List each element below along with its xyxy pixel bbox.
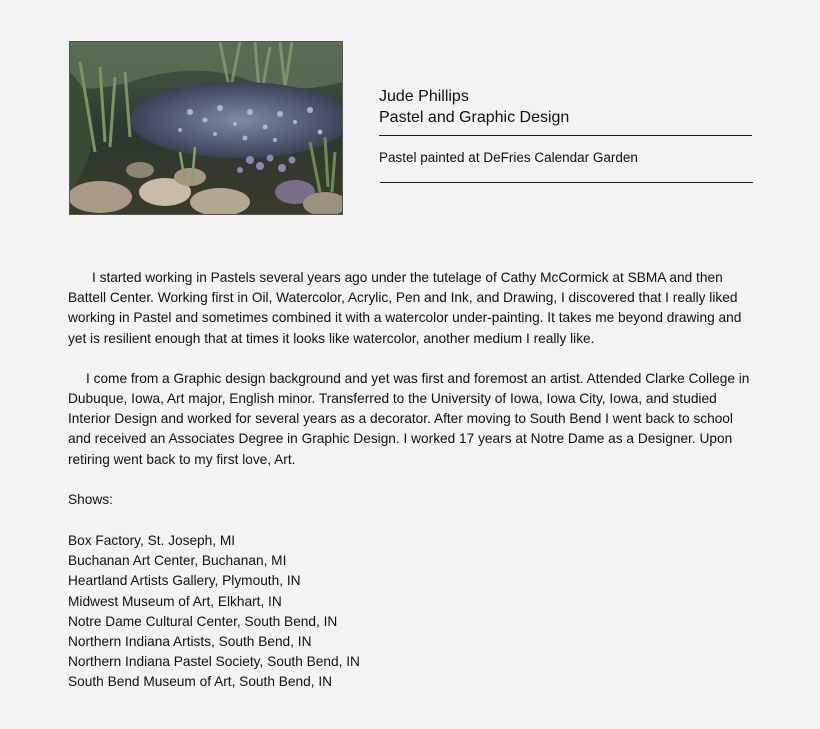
shows-heading: Shows: <box>68 491 113 507</box>
painting-caption: Pastel painted at DeFries Calendar Garden <box>379 150 638 165</box>
artist-name: Jude Phillips <box>379 88 469 105</box>
artist-bio <box>68 268 758 693</box>
list-item: Northern Indiana Artists, South Bend, IN <box>68 634 312 650</box>
list-item: Notre Dame Cultural Center, South Bend, IN <box>68 613 338 629</box>
list-item: Buchanan Art Center, Buchanan, MI <box>68 553 287 569</box>
list-item: Midwest Museum of Art, Elkhart, IN <box>68 593 282 609</box>
bio-paragraph-1: I started working in Pastels several years ago under the tutelage of Cathy McCormick at SBMA and then Battell Center. Working first in Oil, Watercolor, Acrylic, Pen and Ink, and Drawing, I discovered that I really liked working in Pastel and sometimes combined it with a watercolor under-painting. It takes me beyond drawing and yet is resilient enough that at times it looks like watercolor, another medium I really like. <box>68 270 742 346</box>
list-item: Heartland Artists Gallery, Plymouth, IN <box>68 573 301 589</box>
shows-list <box>68 531 758 693</box>
artist-header <box>379 86 753 166</box>
caption-divider <box>380 182 753 183</box>
list-item: Box Factory, St. Joseph, MI <box>68 533 236 549</box>
garden-painting-image <box>69 41 343 215</box>
header-divider <box>379 135 752 136</box>
list-item: South Bend Museum of Art, South Bend, IN <box>68 674 333 690</box>
artist-subtitle: Pastel and Graphic Design <box>379 109 570 126</box>
list-item: Northern Indiana Pastel Society, South Bend, IN <box>68 654 360 670</box>
bio-paragraph-2: I come from a Graphic design background and yet was first and foremost an artist. Attended Clarke College in Dubuque, Iowa, Art major, English minor. Transferred to the University of Iowa, Iowa City, Iowa, and studied Interior Design and worked for several years as a decorator. After moving to South Bend I went back to school and received an Associates Degree in Graphic Design. I worked 17 years at Notre Dame as a Designer. Upon retiring went back to my first love, Art. <box>68 370 750 467</box>
